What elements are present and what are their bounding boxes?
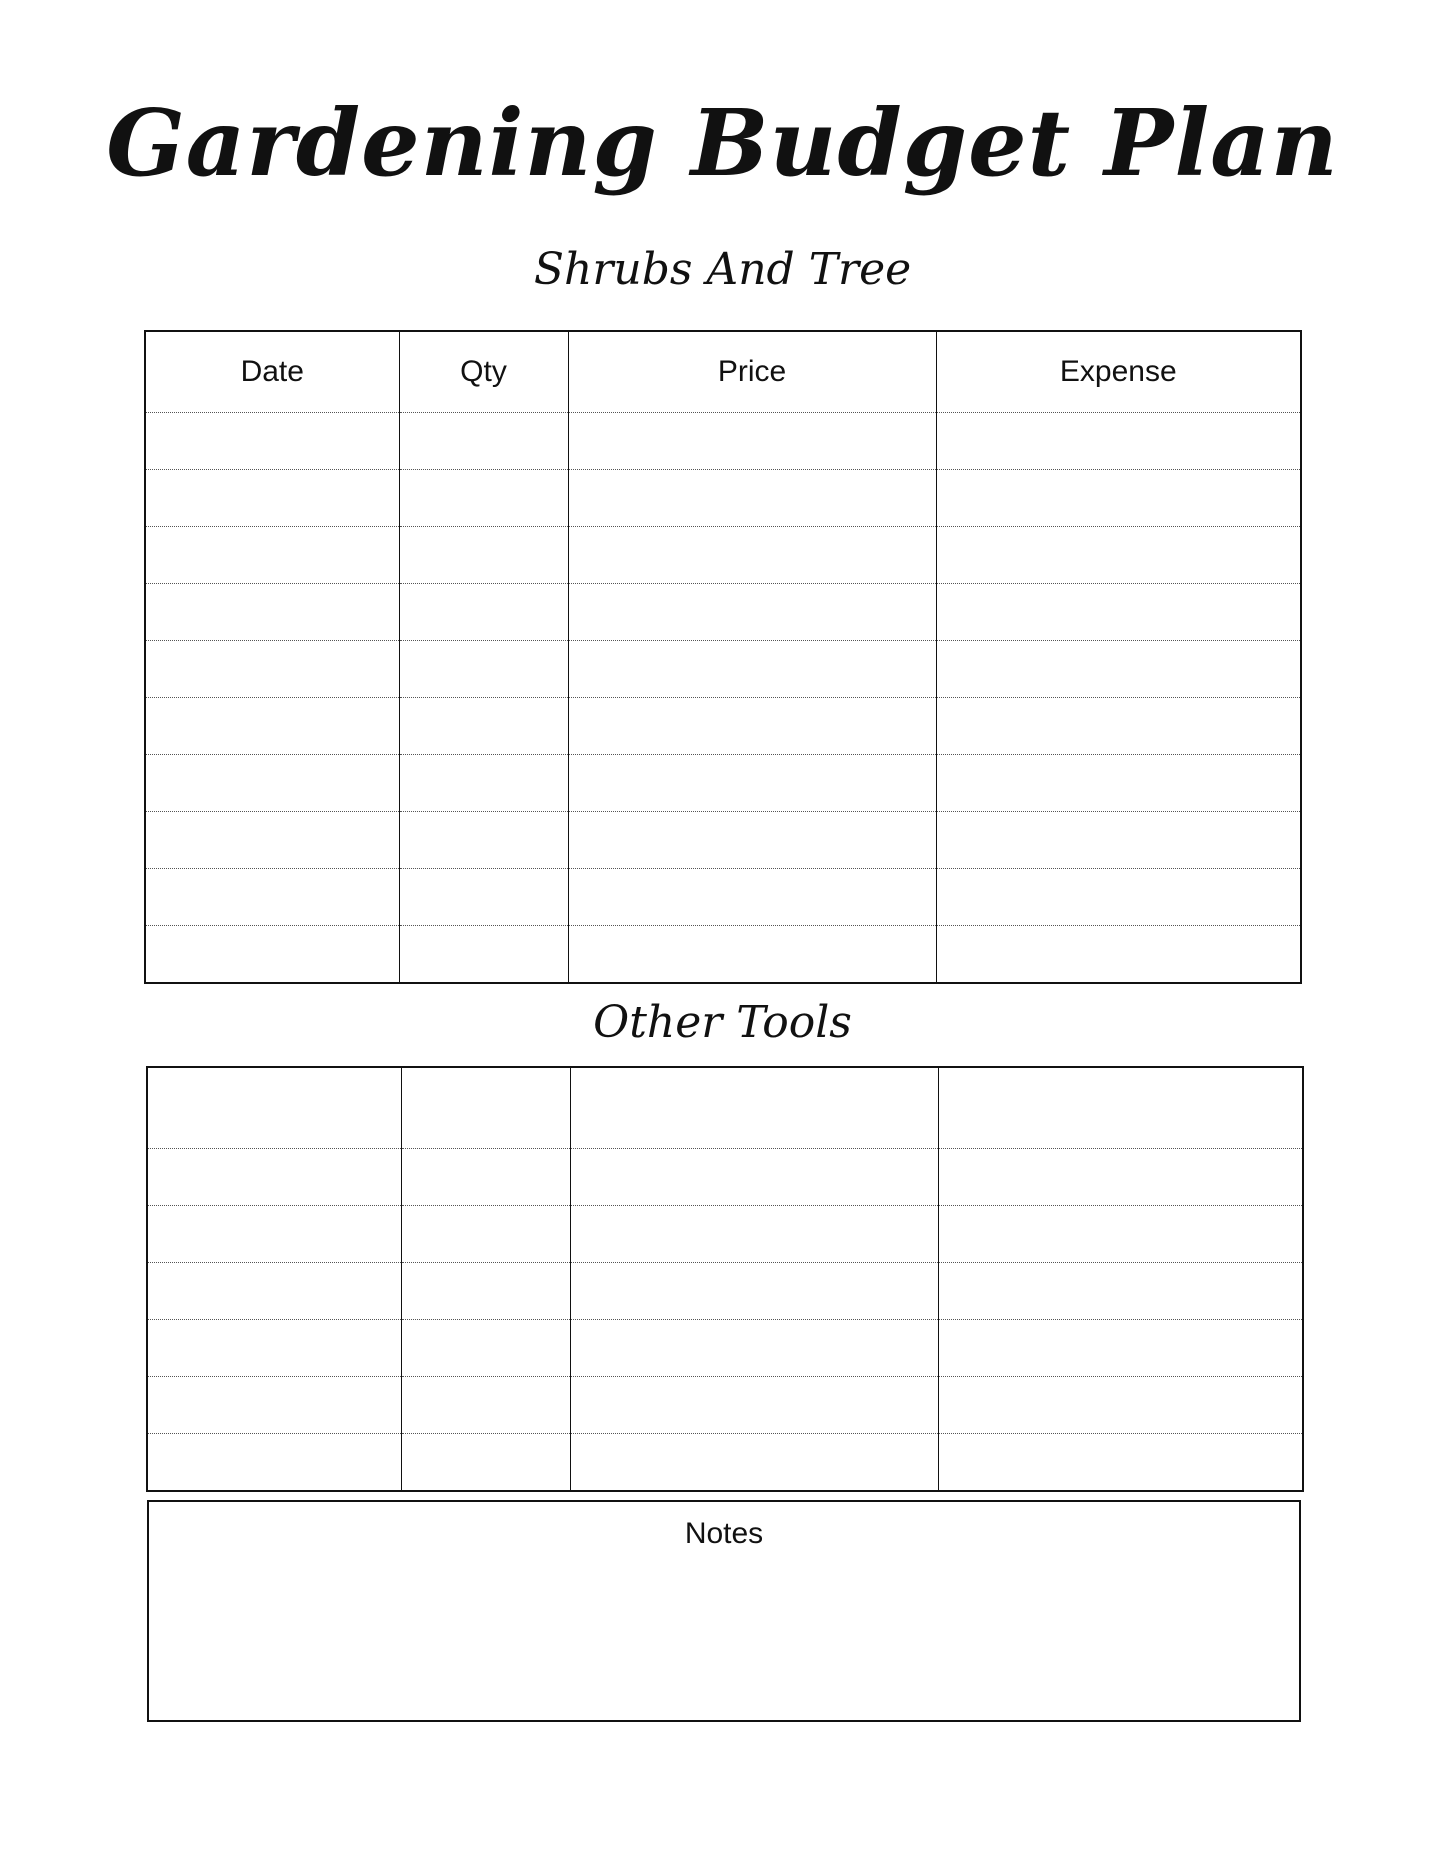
table-row [147, 1067, 1303, 1149]
cell-qty[interactable] [401, 1149, 570, 1206]
cell-qty[interactable] [401, 1320, 570, 1377]
cell-qty[interactable] [399, 869, 568, 926]
cell-price[interactable] [570, 1434, 938, 1492]
tools-table-body [147, 1067, 1303, 1491]
cell-date[interactable] [145, 470, 399, 527]
shrubs-table [144, 330, 1302, 984]
cell-date[interactable] [145, 413, 399, 470]
shrubs-table-body [145, 413, 1301, 984]
cell-price[interactable] [568, 413, 936, 470]
cell-expense[interactable] [936, 470, 1301, 527]
table-row [145, 869, 1301, 926]
column-header-expense: Expense [936, 331, 1301, 413]
cell-date[interactable] [145, 698, 399, 755]
cell-price[interactable] [570, 1149, 938, 1206]
cell-expense[interactable] [936, 869, 1301, 926]
cell-date[interactable] [147, 1206, 401, 1263]
cell-price[interactable] [568, 470, 936, 527]
notes-label: Notes [684, 1517, 764, 1550]
notes-box[interactable] [147, 1500, 1301, 1722]
cell-price[interactable] [568, 584, 936, 641]
column-header-qty: Qty [399, 331, 568, 413]
table-row [145, 926, 1301, 984]
cell-qty[interactable] [401, 1206, 570, 1263]
table-header-row [145, 331, 1301, 413]
cell-qty[interactable] [399, 584, 568, 641]
table-row [145, 470, 1301, 527]
cell-expense[interactable] [936, 812, 1301, 869]
cell-qty[interactable] [401, 1377, 570, 1434]
cell-expense[interactable] [938, 1206, 1303, 1263]
cell-date[interactable] [147, 1377, 401, 1434]
table-row [145, 413, 1301, 470]
page-title: Gardening Budget Plan [106, 89, 1339, 197]
cell-qty[interactable] [399, 926, 568, 984]
cell-qty[interactable] [401, 1434, 570, 1492]
cell-expense[interactable] [938, 1320, 1303, 1377]
cell-expense[interactable] [936, 755, 1301, 812]
cell-price[interactable] [568, 527, 936, 584]
table-row [147, 1434, 1303, 1492]
cell-expense[interactable] [936, 926, 1301, 984]
cell-date[interactable] [147, 1149, 401, 1206]
column-header-price: Price [568, 331, 936, 413]
cell-qty[interactable] [399, 755, 568, 812]
table-row [147, 1206, 1303, 1263]
cell-expense[interactable] [936, 641, 1301, 698]
cell-qty[interactable] [401, 1263, 570, 1320]
table-row [145, 812, 1301, 869]
cell-qty[interactable] [399, 470, 568, 527]
cell-price[interactable] [568, 755, 936, 812]
table-row [147, 1263, 1303, 1320]
cell-date[interactable] [147, 1263, 401, 1320]
cell-qty[interactable] [399, 413, 568, 470]
tools-table [146, 1066, 1304, 1492]
cell-qty[interactable] [399, 527, 568, 584]
cell-expense[interactable] [938, 1149, 1303, 1206]
cell-expense[interactable] [938, 1067, 1303, 1149]
section-heading-tools: Other Tools [593, 997, 852, 1048]
cell-price[interactable] [570, 1206, 938, 1263]
cell-date[interactable] [147, 1067, 401, 1149]
cell-date[interactable] [145, 527, 399, 584]
section-heading-shrubs: Shrubs And Tree [533, 244, 912, 295]
cell-price[interactable] [568, 641, 936, 698]
table-row [147, 1149, 1303, 1206]
table-row [147, 1320, 1303, 1377]
cell-date[interactable] [145, 926, 399, 984]
cell-date[interactable] [145, 584, 399, 641]
cell-date[interactable] [147, 1434, 401, 1492]
cell-expense[interactable] [936, 527, 1301, 584]
cell-price[interactable] [570, 1377, 938, 1434]
cell-price[interactable] [570, 1320, 938, 1377]
cell-qty[interactable] [399, 641, 568, 698]
cell-price[interactable] [568, 812, 936, 869]
cell-price[interactable] [570, 1067, 938, 1149]
cell-price[interactable] [568, 869, 936, 926]
cell-expense[interactable] [938, 1377, 1303, 1434]
cell-qty[interactable] [401, 1067, 570, 1149]
cell-expense[interactable] [938, 1434, 1303, 1492]
cell-price[interactable] [568, 926, 936, 984]
cell-expense[interactable] [938, 1263, 1303, 1320]
cell-expense[interactable] [936, 413, 1301, 470]
table-row [145, 698, 1301, 755]
cell-date[interactable] [145, 755, 399, 812]
cell-price[interactable] [568, 698, 936, 755]
cell-date[interactable] [147, 1320, 401, 1377]
cell-expense[interactable] [936, 584, 1301, 641]
cell-expense[interactable] [936, 698, 1301, 755]
table-row [145, 527, 1301, 584]
table-row [145, 641, 1301, 698]
table-row [147, 1377, 1303, 1434]
cell-qty[interactable] [399, 812, 568, 869]
cell-date[interactable] [145, 812, 399, 869]
cell-date[interactable] [145, 641, 399, 698]
cell-price[interactable] [570, 1263, 938, 1320]
table-row [145, 755, 1301, 812]
table-row [145, 584, 1301, 641]
cell-qty[interactable] [399, 698, 568, 755]
column-header-date: Date [145, 331, 399, 413]
cell-date[interactable] [145, 869, 399, 926]
